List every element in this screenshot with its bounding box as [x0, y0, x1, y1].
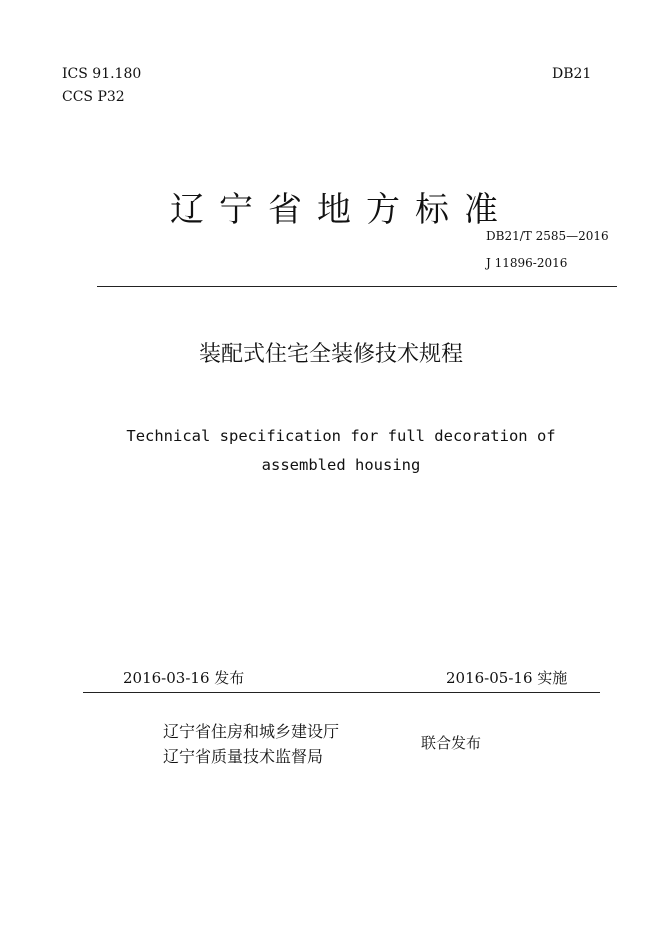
bottom-divider: [83, 692, 600, 693]
standard-main-title: 辽宁省地方标准: [170, 190, 513, 230]
record-number: J 11896-2016: [486, 256, 568, 270]
standard-number: DB21/T 2585—2016: [486, 229, 609, 243]
document-title-cn: 装配式住宅全装修技术规程: [198, 342, 463, 367]
implementation-date: 2016-05-16 实施: [446, 669, 568, 687]
issuer-quality-bureau: 辽宁省质量技术监督局: [163, 747, 324, 766]
ics-code: ICS 91.180: [62, 66, 142, 82]
joint-issue-label: 联合发布: [421, 734, 482, 752]
issuer-housing-department: 辽宁省住房和城乡建设厅: [163, 722, 340, 741]
top-divider: [97, 286, 617, 287]
db-code: DB21: [552, 66, 592, 82]
ccs-code: CCS P32: [62, 89, 125, 105]
issue-date: 2016-03-16 发布: [123, 669, 245, 687]
document-title-en: Technical specification for full decoration of assembled housing: [126, 427, 556, 474]
